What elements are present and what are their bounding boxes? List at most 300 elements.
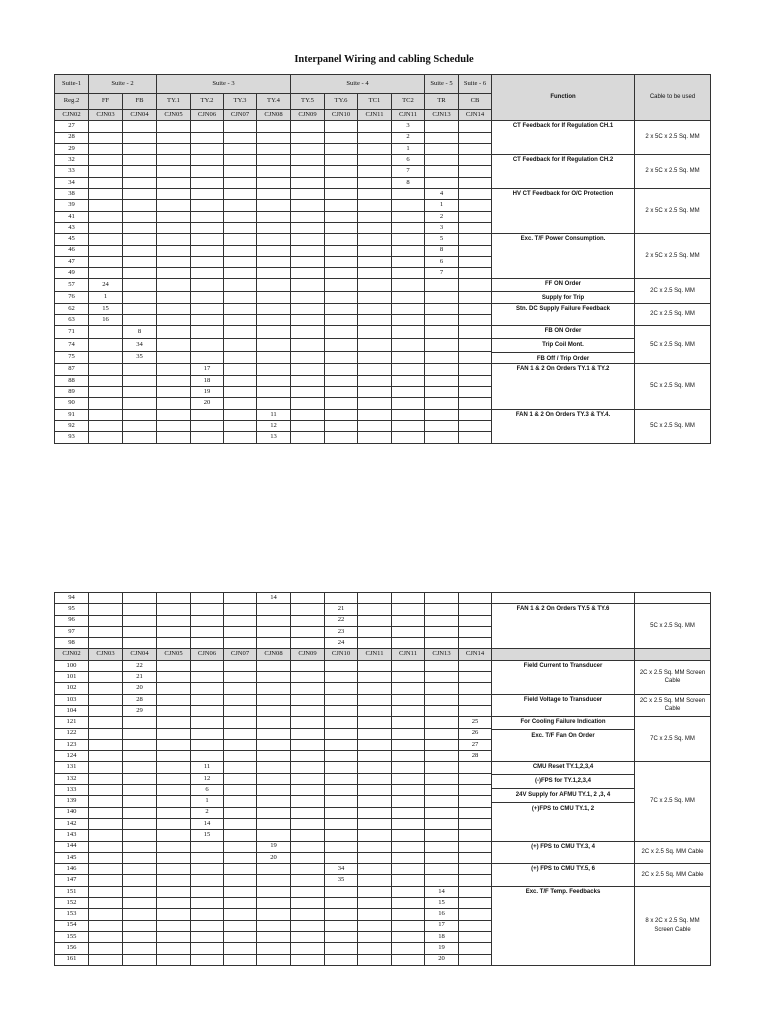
terminal-number: 123 [55,739,89,750]
pin-cell [257,268,291,279]
pin-cell [325,909,358,920]
pin-cell [89,762,123,773]
pin-cell [191,315,224,326]
panel-column-header: TY.1 [157,94,191,110]
pin-cell [358,785,392,796]
pin-cell [291,830,325,841]
pin-cell [392,189,425,200]
terminal-number: 145 [55,852,89,863]
pin-cell [425,807,459,818]
pin-cell [358,211,392,222]
pin-cell [157,132,191,143]
connector-header: CJN08 [257,110,291,121]
terminal-number: 98 [55,638,89,649]
pin-cell [291,189,325,200]
terminal-number: 147 [55,875,89,886]
pin-cell [224,796,257,807]
pin-cell [358,807,392,818]
pin-cell [257,626,291,637]
pin-cell [257,375,291,386]
pin-cell [425,177,459,188]
pin-cell [425,291,459,303]
terminal-number: 151 [55,886,89,897]
pin-cell [358,931,392,942]
pin-cell [459,387,492,398]
connector-header: CJN09 [291,649,325,660]
pin-cell [89,694,123,705]
connector-header: CJN11 [358,649,392,660]
terminal-number: 62 [55,303,89,314]
pin-cell [123,432,157,443]
pin-cell [459,818,492,829]
pin-cell [425,739,459,750]
pin-cell: 24 [325,638,358,649]
cable-spec-cell: 2 x 5C x 2.5 Sq. MM [635,189,711,234]
pin-cell [358,796,392,807]
pin-cell [257,387,291,398]
pin-cell [358,909,392,920]
pin-cell [358,705,392,716]
pin-cell: 1 [191,796,224,807]
pin-cell [89,739,123,750]
pin-cell [191,177,224,188]
connector-header: CJN03 [89,110,123,121]
pin-cell [123,166,157,177]
terminal-number: 75 [55,351,89,364]
function-label: FB Off / Trip Order [492,352,634,364]
pin-cell [123,886,157,897]
pin-cell [257,155,291,166]
pin-cell [157,909,191,920]
pin-cell [459,796,492,807]
pin-cell [257,909,291,920]
pin-cell: 20 [425,954,459,965]
pin-cell [191,841,224,852]
pin-cell: 12 [191,773,224,784]
pin-cell [89,166,123,177]
pin-cell [425,315,459,326]
pin-cell: 6 [392,155,425,166]
pin-cell [257,364,291,375]
pin-cell [358,717,392,728]
function-cell [492,649,635,660]
pin-cell [157,256,191,267]
pin-cell [291,796,325,807]
pin-cell [291,818,325,829]
table-row [55,604,711,615]
terminal-number: 144 [55,841,89,852]
pin-cell [392,660,425,671]
pin-cell [157,155,191,166]
pin-cell [325,954,358,965]
pin-cell [291,785,325,796]
cable-spec-cell: 5C x 2.5 Sq. MM [635,364,711,409]
pin-cell [459,200,492,211]
pin-cell [325,728,358,739]
panel-column-header: TY.2 [191,94,224,110]
pin-cell [425,409,459,420]
pin-cell [224,705,257,716]
pin-cell [392,291,425,303]
pin-cell: 1 [89,291,123,303]
pin-cell [257,672,291,683]
terminal-number: 132 [55,773,89,784]
pin-cell [358,143,392,154]
pin-cell [325,245,358,256]
pin-cell [157,604,191,615]
pin-cell [392,326,425,339]
pin-cell [157,694,191,705]
pin-cell [157,432,191,443]
table-row [55,886,711,897]
pin-cell [123,256,157,267]
pin-cell [157,762,191,773]
pin-cell [358,189,392,200]
pin-cell: 20 [257,852,291,863]
pin-cell [325,279,358,291]
pin-cell [291,268,325,279]
pin-cell [89,351,123,364]
pin-cell [358,256,392,267]
pin-cell [224,694,257,705]
terminal-number: 96 [55,615,89,626]
pin-cell [392,222,425,233]
pin-cell [325,256,358,267]
terminal-number: 152 [55,898,89,909]
function-cell [492,303,635,326]
table-row [55,189,711,200]
table-row [55,762,711,773]
pin-cell [224,728,257,739]
pin-cell [291,638,325,649]
pin-cell [157,166,191,177]
pin-cell: 14 [257,593,291,604]
pin-cell [224,920,257,931]
pin-cell [291,291,325,303]
pin-cell [325,339,358,352]
table-row [55,303,711,314]
pin-cell [123,132,157,143]
pin-cell [459,593,492,604]
pin-cell [358,326,392,339]
pin-cell [459,132,492,143]
pin-cell [191,694,224,705]
function-label: CMU Reset TY.1,2,3,4 [532,764,594,771]
pin-cell: 2 [392,132,425,143]
pin-cell [191,256,224,267]
pin-cell [459,683,492,694]
function-label: (+)FPS to CMU TY.1, 2 [492,802,634,814]
pin-cell: 12 [257,420,291,431]
panel-column-header: TC1 [358,94,392,110]
table-row [55,409,711,420]
terminal-number: 124 [55,751,89,762]
function-cell [492,279,635,303]
function-label: Field Voltage to Transducer [523,696,603,703]
suite-header: Suite - 5 [425,75,459,94]
pin-cell [392,211,425,222]
cable-spec-cell: 2C x 2.5 Sq. MM Screen Cable [635,660,711,694]
pin-cell [459,155,492,166]
pin-cell [89,189,123,200]
pin-cell [425,864,459,875]
pin-cell: 34 [325,864,358,875]
pin-cell [89,420,123,431]
pin-cell [157,375,191,386]
pin-cell [257,256,291,267]
pin-cell: 28 [459,751,492,762]
pin-cell [425,762,459,773]
pin-cell [224,315,257,326]
pin-cell [425,830,459,841]
pin-cell [89,268,123,279]
pin-cell [325,398,358,409]
pin-cell [89,638,123,649]
pin-cell [392,420,425,431]
pin-cell [89,909,123,920]
pin-cell [224,593,257,604]
pin-cell [191,234,224,245]
pin-cell [291,177,325,188]
pin-cell [392,398,425,409]
pin-cell [89,375,123,386]
connector-header: CJN06 [191,649,224,660]
pin-cell [425,852,459,863]
terminal-number: 121 [55,717,89,728]
pin-cell [157,626,191,637]
pin-cell [123,268,157,279]
pin-cell [459,268,492,279]
pin-cell [224,841,257,852]
pin-cell [157,705,191,716]
terminal-number: 32 [55,155,89,166]
pin-cell [224,931,257,942]
pin-cell [291,364,325,375]
pin-cell [257,762,291,773]
pin-cell [459,841,492,852]
pin-cell: 21 [325,604,358,615]
pin-cell [358,279,392,291]
pin-cell [325,375,358,386]
panel-column-header: TC2 [392,94,425,110]
function-label [492,593,634,594]
pin-cell [291,409,325,420]
connector-header: CJN11 [392,649,425,660]
pin-cell [123,593,157,604]
pin-cell [157,717,191,728]
pin-cell [325,841,358,852]
pin-cell: 35 [123,351,157,364]
pin-cell: 22 [325,615,358,626]
pin-cell [257,660,291,671]
connector-header: CJN02 [55,649,89,660]
pin-cell [224,604,257,615]
pin-cell [459,626,492,637]
pin-cell [325,762,358,773]
pin-cell [123,717,157,728]
table-row [55,279,711,291]
pin-cell [123,796,157,807]
pin-cell [123,615,157,626]
pin-cell [224,615,257,626]
pin-cell [459,638,492,649]
pin-cell [89,886,123,897]
pin-cell [425,121,459,132]
pin-cell [157,875,191,886]
pin-cell [392,796,425,807]
pin-cell [257,351,291,364]
pin-cell [358,339,392,352]
pin-cell [224,672,257,683]
connector-header: CJN14 [459,110,492,121]
pin-cell [459,279,492,291]
terminal-number: 146 [55,864,89,875]
terminal-number: 155 [55,931,89,942]
pin-cell [123,931,157,942]
connector-header: CJN14 [459,649,492,660]
pin-cell [358,420,392,431]
function-cell [492,189,635,234]
pin-cell: 27 [459,739,492,750]
pin-cell [358,351,392,364]
terminal-number: 154 [55,920,89,931]
pin-cell [325,143,358,154]
pin-cell [459,189,492,200]
panel-column-header: CB [459,94,492,110]
pin-cell [257,143,291,154]
pin-cell [425,705,459,716]
pin-cell [392,245,425,256]
pin-cell [191,751,224,762]
pin-cell [392,875,425,886]
cable-spec-cell [635,649,711,660]
pin-cell [291,739,325,750]
function-label: FAN 1 & 2 On Orders TY.1 & TY.2 [516,366,610,373]
pin-cell [191,593,224,604]
pin-cell [224,200,257,211]
pin-cell [224,807,257,818]
pin-cell [291,256,325,267]
pin-cell [191,166,224,177]
pin-cell [325,432,358,443]
pin-cell [89,615,123,626]
pin-cell [89,409,123,420]
pin-cell [392,886,425,897]
pin-cell [325,387,358,398]
pin-cell [392,807,425,818]
function-cell [492,326,635,364]
panel-column-header: TY.3 [224,94,257,110]
pin-cell [459,920,492,931]
terminal-number: 91 [55,409,89,420]
pin-cell [157,222,191,233]
pin-cell [224,143,257,154]
pin-cell [325,593,358,604]
pin-cell [257,943,291,954]
pin-cell: 1 [392,143,425,154]
pin-cell [392,200,425,211]
pin-cell [257,615,291,626]
pin-cell [191,898,224,909]
pin-cell: 8 [392,177,425,188]
pin-cell [191,143,224,154]
connector-header: CJN08 [257,649,291,660]
terminal-number: 142 [55,818,89,829]
pin-cell [291,886,325,897]
terminal-number: 57 [55,279,89,291]
pin-cell [123,864,157,875]
pin-cell [291,920,325,931]
pin-cell [257,796,291,807]
pin-cell [257,279,291,291]
function-cell [492,364,635,409]
pin-cell [291,132,325,143]
pin-cell [157,339,191,352]
pin-cell [358,943,392,954]
pin-cell [257,326,291,339]
pin-cell [191,931,224,942]
connector-header: CJN06 [191,110,224,121]
pin-cell [224,245,257,256]
pin-cell: 3 [425,222,459,233]
pin-cell: 20 [191,398,224,409]
pin-cell [89,705,123,716]
terminal-number: 133 [55,785,89,796]
cable-spec-cell: 2 x 5C x 2.5 Sq. MM [635,234,711,279]
terminal-number: 49 [55,268,89,279]
pin-cell: 5 [425,234,459,245]
pin-cell [123,728,157,739]
pin-cell [257,773,291,784]
cable-spec-cell: 2 x 5C x 2.5 Sq. MM [635,121,711,155]
panel-column-header: FB [123,94,157,110]
pin-cell [358,694,392,705]
pin-cell: 2 [191,807,224,818]
pin-cell [392,364,425,375]
pin-cell: 4 [425,189,459,200]
function-cell [492,694,635,717]
pin-cell: 2 [425,211,459,222]
pin-cell [459,886,492,897]
pin-cell [157,615,191,626]
pin-cell [123,762,157,773]
pin-cell [392,432,425,443]
terminal-number: 29 [55,143,89,154]
pin-cell [123,279,157,291]
pin-cell [325,315,358,326]
cable-spec-cell: 8 x 2C x 2.5 Sq. MM Screen Cable [635,886,711,965]
function-label: Exc. T/F Fan On Order [492,729,634,741]
pin-cell: 34 [123,339,157,352]
pin-cell [257,189,291,200]
terminal-number: 63 [55,315,89,326]
pin-cell [89,398,123,409]
pin-cell [89,943,123,954]
pin-cell [425,143,459,154]
terminal-number: 139 [55,796,89,807]
pin-cell [224,852,257,863]
connector-header: CJN05 [157,110,191,121]
pin-cell: 23 [325,626,358,637]
pin-cell [89,931,123,942]
pin-cell [157,420,191,431]
pin-cell [123,121,157,132]
pin-cell [425,375,459,386]
pin-cell: 15 [191,830,224,841]
pin-cell [123,920,157,931]
pin-cell [291,694,325,705]
pin-cell [392,315,425,326]
